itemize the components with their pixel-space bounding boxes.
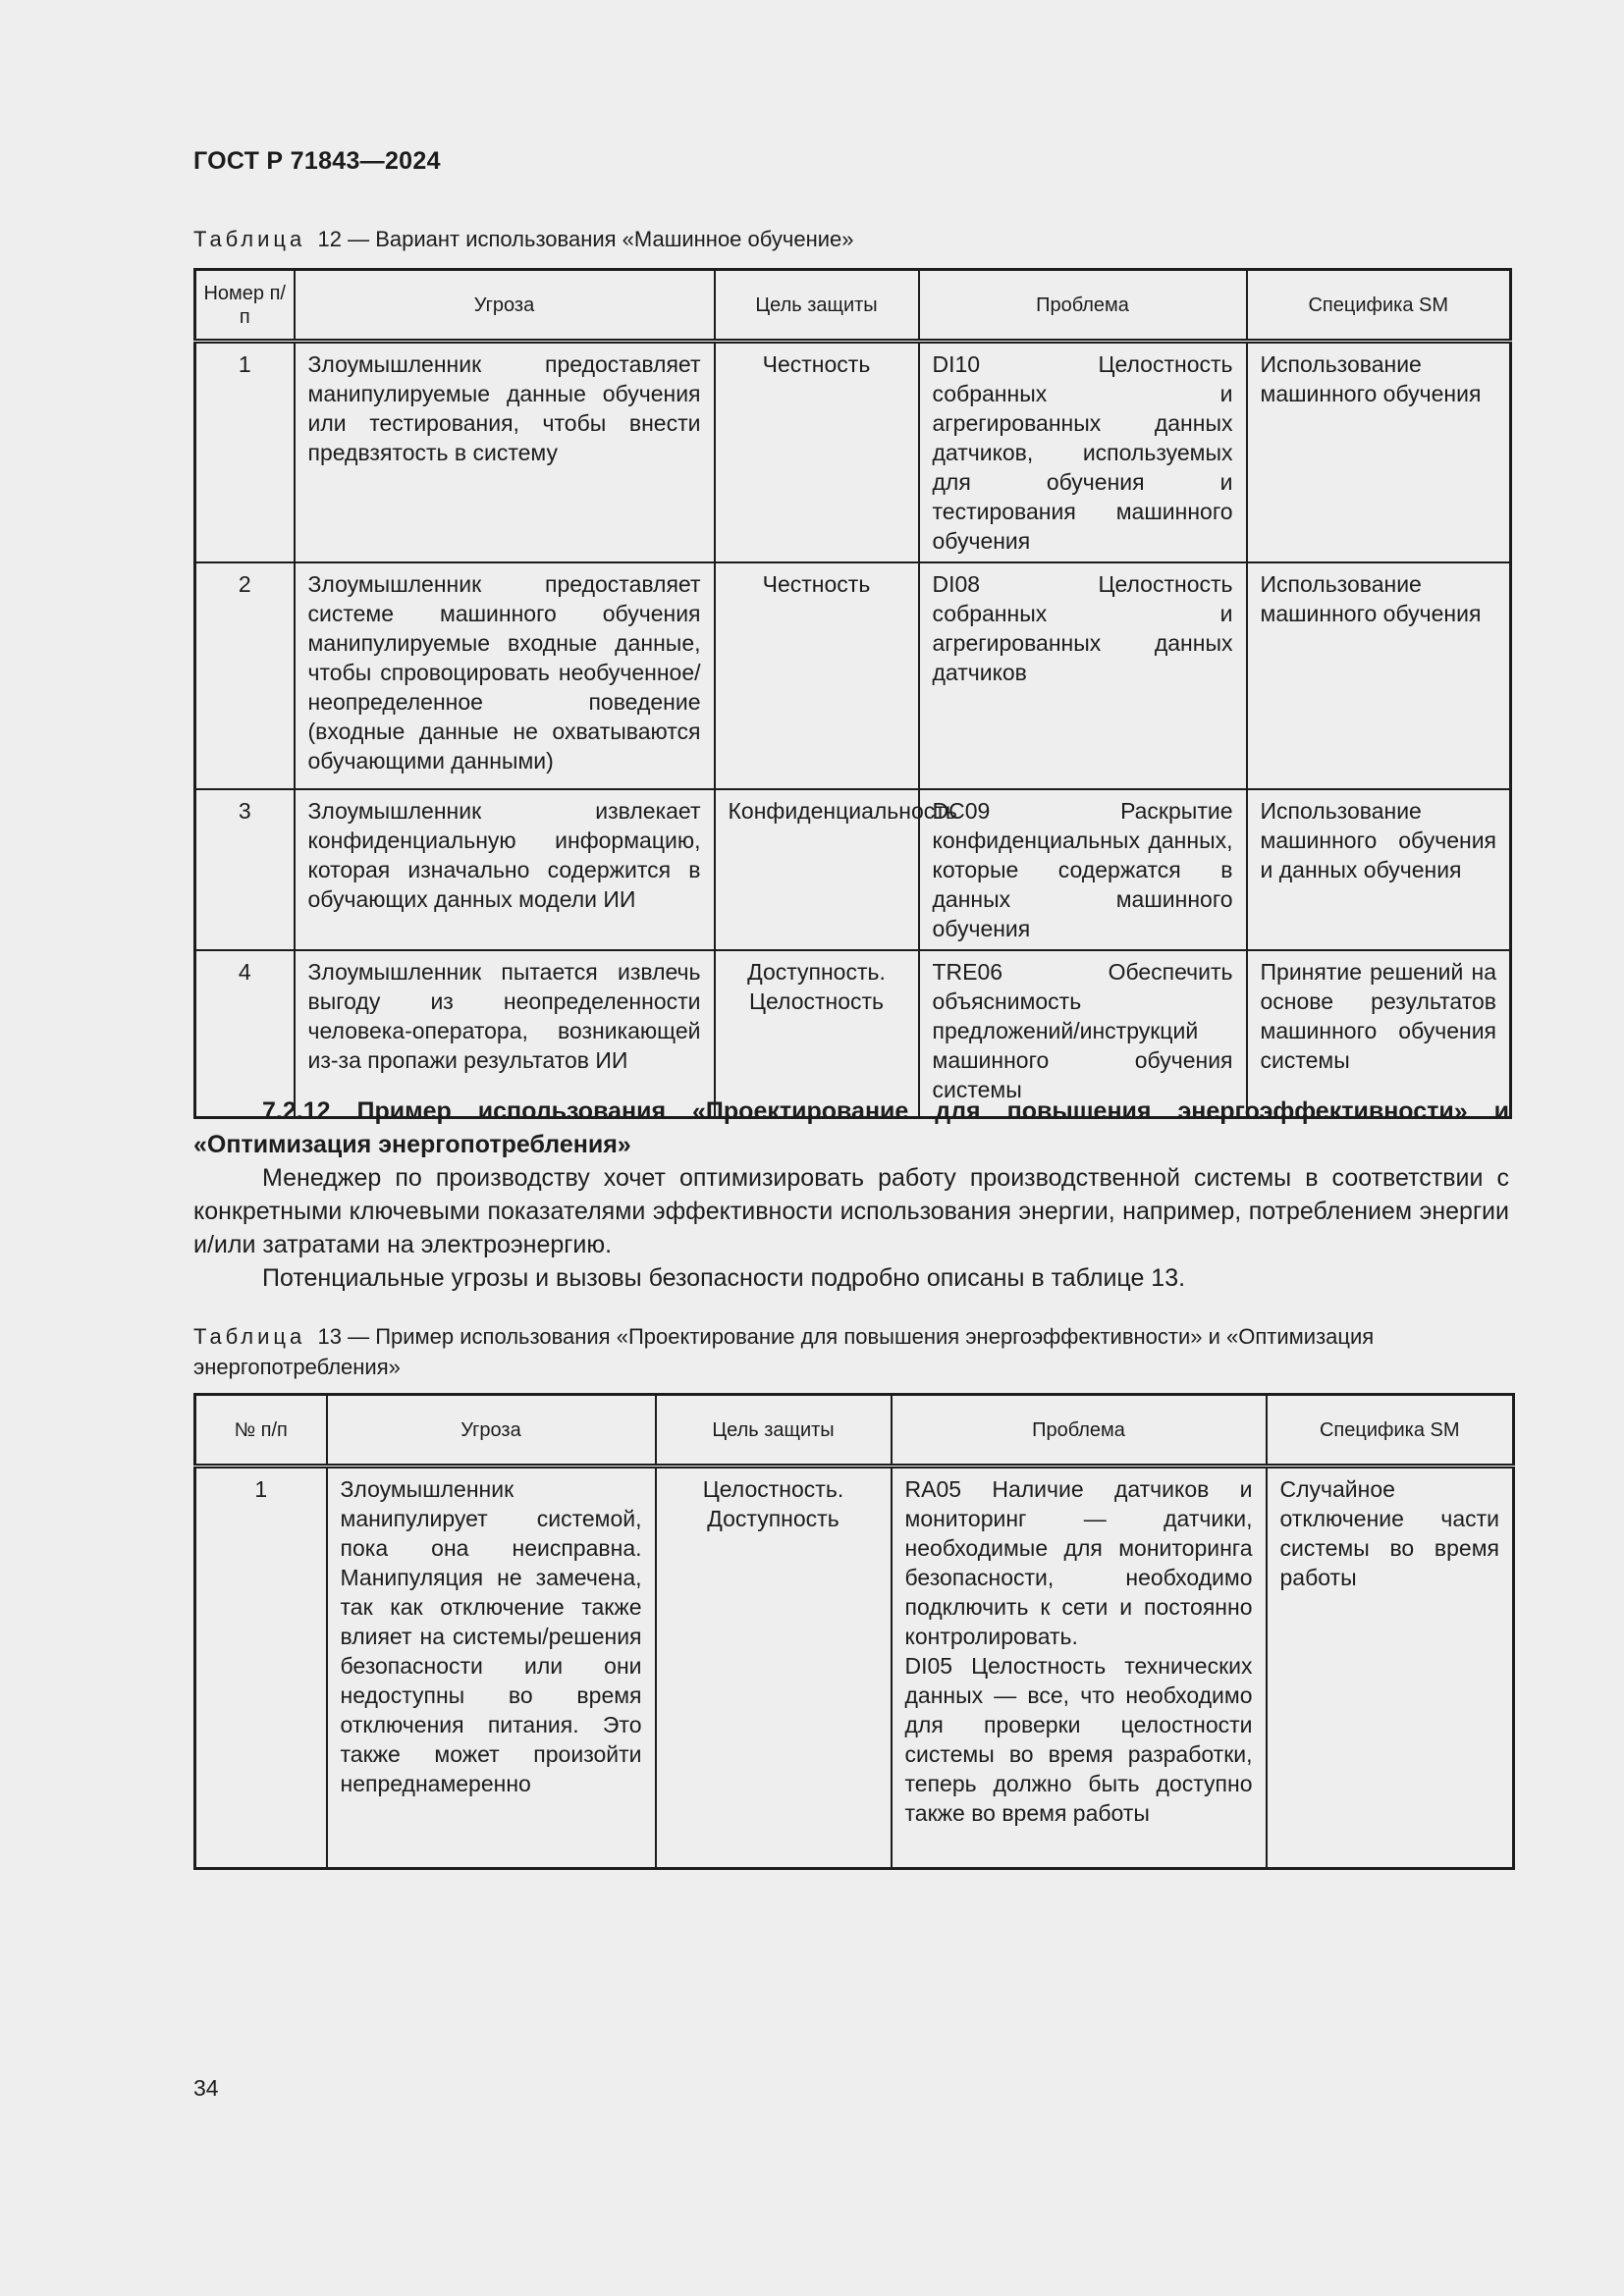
protection-goal-cell: Честность (715, 342, 919, 563)
sm-specifics-cell: Случайное отключение части системы во время работы (1267, 1467, 1514, 1869)
threat-cell: Злоумышленник пытается извлечь выгоду из неопределенности человека-оператора, возникающей из-за пропажи результатов ИИ (295, 950, 715, 1117)
col-header-number: № п/п (195, 1395, 327, 1467)
problem-item-ra05: RA05 Наличие датчиков и мониторинг — датчики, необходимые для мониторинга безопасности, необходимо подключить к сети и постоянно контролировать. (904, 1476, 1253, 1649)
threat-cell: Злоумышленник предоставляет манипулируемые данные обучения или тестирования, чтобы внести предвзятость в систему (295, 342, 715, 563)
sm-specifics-cell: Использование машинного обучения и данных обучения (1247, 789, 1511, 950)
problem-cell: DC09 Раскрытие конфиденциальных данных, которые содержатся в данных машинного обучения (919, 789, 1247, 950)
table-row (195, 562, 1511, 789)
table-row (195, 342, 1511, 563)
table-12-caption (193, 224, 1509, 254)
col-header-protection-goal: Цель защиты (656, 1395, 892, 1467)
threat-cell: Злоумышленник предоставляет системе машинного обучения манипулируемые входные данные, чтобы спровоцировать необученное/неопределенное поведение (входные данные не охватываются обучающими данными) (295, 562, 715, 789)
section-paragraph-1: Менеджер по производству хочет оптимизировать работу производственной системы в соответствии с конкретными ключевыми показателями эффективности использования энергии, например, потреблением энергии и/или затратами на электроэнергию. (193, 1164, 1509, 1258)
table-row (195, 950, 1511, 1117)
table-header-row (195, 270, 1511, 342)
problem-cell: TRE06 Обеспечить объяснимость предложений/инструкций машинного обучения системы (919, 950, 1247, 1117)
col-header-sm-specifics: Специфика SM (1247, 270, 1511, 342)
page-number: 34 (193, 2075, 219, 2101)
table-13 (193, 1393, 1515, 1870)
table-row (195, 789, 1511, 950)
row-number: 3 (195, 789, 295, 950)
col-header-problem: Проблема (919, 270, 1247, 342)
row-number: 1 (195, 1467, 327, 1869)
row-number: 4 (195, 950, 295, 1117)
table-header-row (195, 1395, 1514, 1467)
protection-goal-cell: Доступность. Целостность (715, 950, 919, 1117)
table-12-caption-text: 12 — Вариант использования «Машинное обучение» (317, 227, 854, 251)
threat-cell: Злоумышленник манипулирует системой, пока она неисправна. Манипуляция не замечена, так как отключение также влияет на системы/решения безопасности или они недоступны во время отключения питания. Это также может произойти непреднамеренно (327, 1467, 656, 1869)
section-paragraph-2: Потенциальные угрозы и вызовы безопасности подробно описаны в таблице 13. (262, 1264, 1186, 1292)
table-row (195, 1467, 1514, 1869)
problem-cell (892, 1467, 1267, 1869)
document-code: ГОСТ Р 71843—2024 (193, 147, 441, 175)
col-header-number: Номер п/п (195, 270, 295, 342)
table-13-caption (193, 1321, 1509, 1382)
protection-goal-cell: Конфиденциальность (715, 789, 919, 950)
protection-goal-cell: Целостность. Доступность (656, 1467, 892, 1869)
sm-specifics-cell: Использование машинного обучения (1247, 342, 1511, 563)
sm-specifics-cell: Использование машинного обучения (1247, 562, 1511, 789)
col-header-threat: Угроза (327, 1395, 656, 1467)
problem-item-di05: DI05 Целостность технических данных — все, что необходимо для проверки целостности системы во время разработки, теперь должно быть доступно также во время работы (904, 1653, 1253, 1826)
col-header-protection-goal: Цель защиты (715, 270, 919, 342)
col-header-threat: Угроза (295, 270, 715, 342)
table-12-caption-word: Таблица (193, 227, 306, 251)
table-12 (193, 268, 1512, 1119)
sm-specifics-cell: Принятие решений на основе результатов машинного обучения системы (1247, 950, 1511, 1117)
row-number: 1 (195, 342, 295, 563)
problem-cell: DI10 Целостность собранных и агрегированных данных датчиков, используемых для обучения и тестирования машинного обучения (919, 342, 1247, 563)
col-header-sm-specifics: Специфика SM (1267, 1395, 1514, 1467)
col-header-problem: Проблема (892, 1395, 1267, 1467)
protection-goal-cell: Честность (715, 562, 919, 789)
table-13-caption-text: 13 — Пример использования «Проектирование для повышения энергоэффективности» и «Оптимизация энергопотребления» (193, 1324, 1375, 1379)
table-13-caption-word: Таблица (193, 1324, 306, 1349)
row-number: 2 (195, 562, 295, 789)
threat-cell: Злоумышленник извлекает конфиденциальную информацию, которая изначально содержится в обучающих данных модели ИИ (295, 789, 715, 950)
problem-cell: DI08 Целостность собранных и агрегированных данных датчиков (919, 562, 1247, 789)
section-heading: 7.2.12 Пример использования «Проектирование для повышения энергоэффективности» и «Оптимизация энергопотребления» (193, 1097, 1509, 1158)
